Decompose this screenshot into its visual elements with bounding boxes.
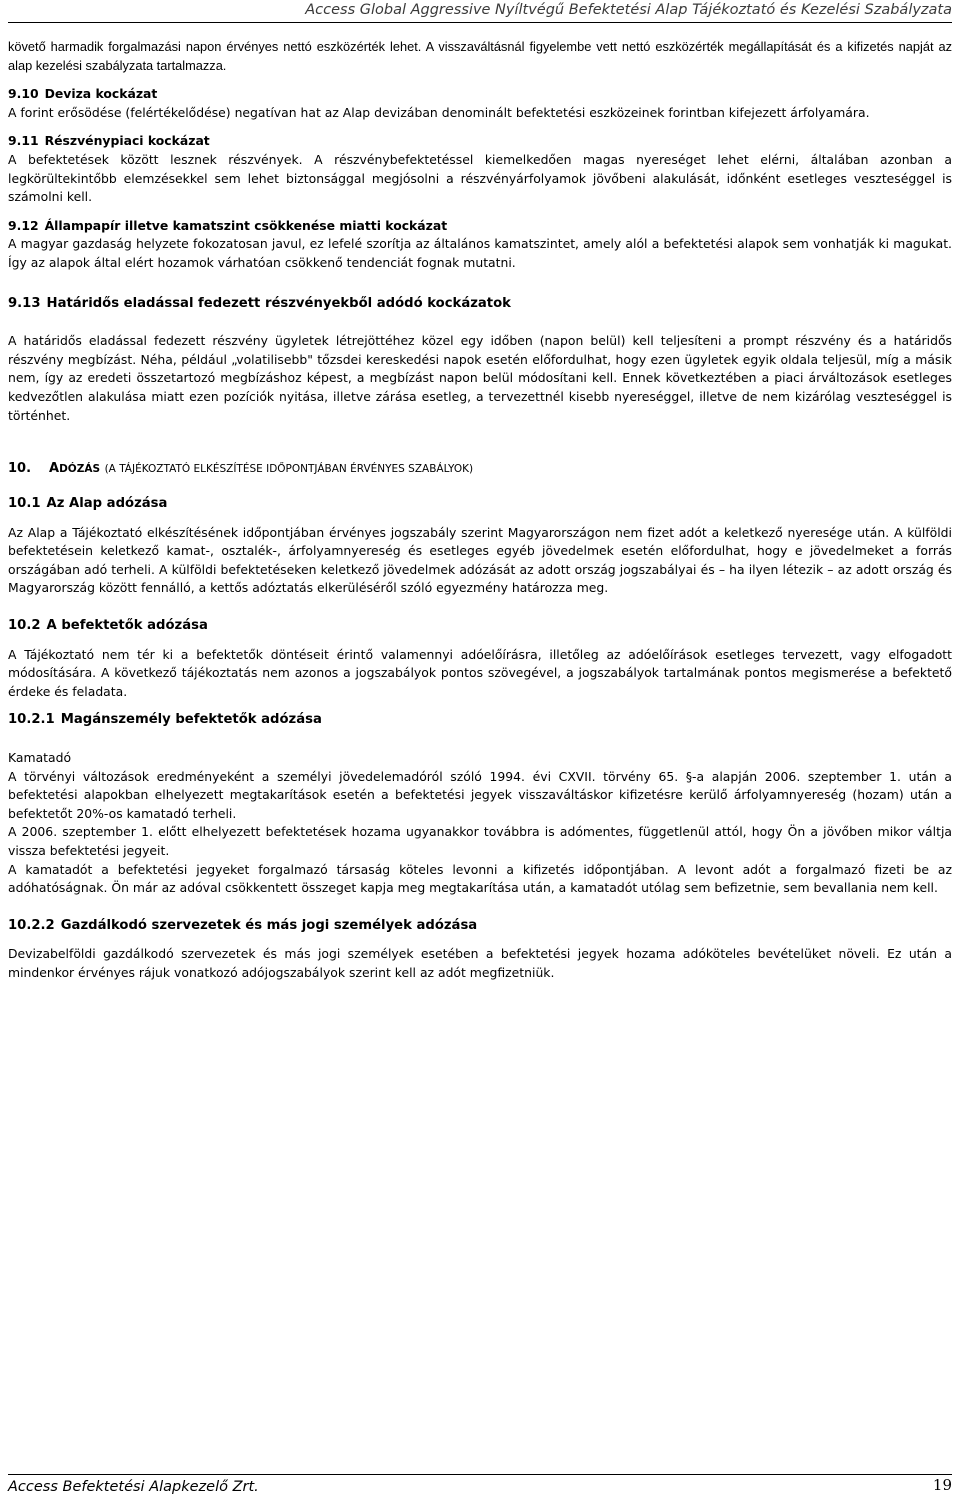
section-10-1-heading <box>8 495 952 514</box>
section-10-2-text: A Tájékoztató nem tér ki a befektetők döntéseit érintő valamennyi adóelőírásra, illetőleg az adóelőírások esetleges tervezett, vagy elfogadott módosítására. A következő tájékoztatás nem azonos a jogszabályok pontos szövegével, a jogszabályok tartalmának pontos megismerése a befektető érdeke és feladata. <box>8 646 952 699</box>
kamatado-paragraph-2: A 2006. szeptember 1. előtt elhelyezett befektetések hozama ugyanakkor továbbra is adómentes, függetlenül attól, hogy Ön a jövőben mikor váltja vissza befektetési jegyeit. <box>8 824 952 858</box>
footer-company: Access Befektetési Alapkezelő Zrt. <box>8 1479 259 1495</box>
section-9-12-text: A magyar gazdaság helyzete fokozatosan javul, ez lefelé szorítja az általános kamatszintet, amely alól a befektetési alapok sem vonhatják ki magukat. Így az alapok által elért hozamok várhatóan csökkenő tendenciát fognak mutatni. <box>8 236 952 270</box>
section-10-2-heading <box>8 617 952 636</box>
section-title-initial: A <box>49 461 60 477</box>
section-10-heading <box>8 461 952 476</box>
section-title: Gazdálkodó szervezetek és más jogi személyek adózása <box>60 917 478 933</box>
section-9-12-heading <box>8 217 952 236</box>
kamatado-paragraph-1: A törvényi változások eredményeként a személyi jövedelemadóról szóló 1994. évi CXVII. törvény 65. §-a alapján 2006. szeptember 1. után a befektetési alapokban elhelyezett megtakarítások esetén a befektetési jegyek visszaváltáskor kifizetésre kerülő árfolyamnyereség (hozam) után a befektetőt 20%-os kamatadó terheli. <box>8 768 952 821</box>
section-9-10-text: A forint erősödése (felértékelődése) negatívan hat az Alap devizában denominált befektetési eszközeinek forintban kifejezett árfolyamára. <box>8 104 870 120</box>
section-number: 10.2 <box>8 618 41 634</box>
intro-paragraph: követő harmadik forgalmazási napon érvényes nettó eszközérték lehet. A visszaváltásnál figyelembe vett nettó eszközérték megállapítását és a kifizetés napját az alap kezelési szabályzata tartalmazza. <box>8 39 952 73</box>
page-header: Access Global Aggressive Nyíltvégű Befektetési Alap Tájékoztató és Kezelési Szabályzata <box>305 2 952 18</box>
section-10-2-1-heading <box>8 711 952 730</box>
section-title: Állampapír illetve kamatszint csökkenése miatti kockázat <box>44 217 448 233</box>
section-title: A befektetők adózása <box>46 618 208 634</box>
section-title: Részvénypiaci kockázat <box>44 133 210 149</box>
page-number: 19 <box>932 1476 952 1494</box>
footer-divider <box>8 1474 952 1475</box>
section-number: 9.12 <box>8 217 39 233</box>
section-title: Határidős eladással fedezett részvényekből adódó kockázatok <box>46 295 511 311</box>
section-number: 10.2.2 <box>8 917 55 933</box>
section-9-10-heading <box>8 85 952 104</box>
section-9-11-text-b: A részvénybefektetéssel kiemelkedően magas nyereséget lehet elérni, általában azonban a legkörültekintőbb elemzésekkel sem lehet biztonsággal megjósolni a részvényárfolyamok jövőbeni alakulását, időnként esetleges veszteséggel is számolni kell. <box>8 151 953 205</box>
section-number: 9.10 <box>8 86 39 102</box>
section-9-13-heading <box>8 295 952 314</box>
section-title: Magánszemély befektetők adózása <box>60 712 322 728</box>
section-title-rest: DÓZÁS <box>59 463 101 476</box>
section-number: 10.2.1 <box>8 712 55 728</box>
section-title: Az Alap adózása <box>46 496 168 512</box>
section-10-2-2-text: Devizabelföldi gazdálkodó szervezetek és más jogi személyek esetében a befektetési jegyek hozama adóköteles bevételüket növeli. Ez után a mindenkor érvényes rájuk vonatkozó adójogszabályok szerint kell az adót megfizetniük. <box>8 946 952 980</box>
kamatado-label: Kamatadó <box>8 750 72 766</box>
section-10-2-2-heading <box>8 917 952 936</box>
section-title: Deviza kockázat <box>44 86 158 102</box>
section-9-11-text <box>8 151 952 207</box>
header-divider <box>8 22 952 23</box>
kamatado-paragraph-3: A kamatadót a befektetési jegyeket forgalmazó társaság köteles levonni a kifizetés időpontjában. A levont adót a forgalmazó fizeti be az adóhatóságnak. Ön már az adóval csökkentett összeget kapja meg megtakarítása után, a kamatadót utólag sem befizetnie, sem bevallania nem kell. <box>8 861 952 896</box>
section-9-13-text: A határidős eladással fedezett részvény ügyletek létrejöttéhez közel egy időben (napon belül) kell teljesíteni a prompt részvény és a határidős részvény megbízást. Néha, például „volatilisebb" tőzsdei kereskedési napok esetén előfordulhat, hogy ezen ügyletek egyik oldala teljesül, míg a másik nem, így az eredeti összetartozó megbízáshoz képest, a megbízást napon belül módosítani kell. Ennek következtében a piaci árváltozások esetleges kedvezőtlen alakulása miatt ezen pozíciók nyitása, illetve zárása esetleg, a tervezettnél kisebb nyereséggel, illetve de nem kizárólag veszteséggel is történhet. <box>8 333 952 423</box>
section-number: 10. <box>8 461 32 477</box>
section-number: 9.11 <box>8 133 39 149</box>
section-number: 9.13 <box>8 295 41 311</box>
section-number: 10.1 <box>8 496 41 512</box>
section-subtitle: (A TÁJÉKOZTATÓ ELKÉSZÍTÉSE IDŐPONTJÁBAN ÉRVÉNYES SZABÁLYOK) <box>104 463 474 476</box>
document-body <box>8 38 952 983</box>
section-10-1-text: Az Alap a Tájékoztató elkészítésének időpontjában érvényes jogszabály szerint Magyarországon nem fizet adót a keletkező nyereségе után. A külföldi befektetésein keletkező kamat-, osztalék-, árfolyamnyereség és esetleges egyéb jövedelmek esetén előfordulhat, hogy e jövedelmeket a forrás országában adó terheli. A külföldi befektetéseken keletkező jövedelmek adózását az adott ország jogszabályai és – ha ilyen létezik – az adott ország és Magyarország között fennálló, a kettős adóztatás elkerüléséről szóló egyezmény határozza meg. <box>8 524 952 596</box>
section-9-11-heading <box>8 132 952 151</box>
section-9-11-text-a: A befektetések között lesznek részvények. <box>8 151 303 167</box>
